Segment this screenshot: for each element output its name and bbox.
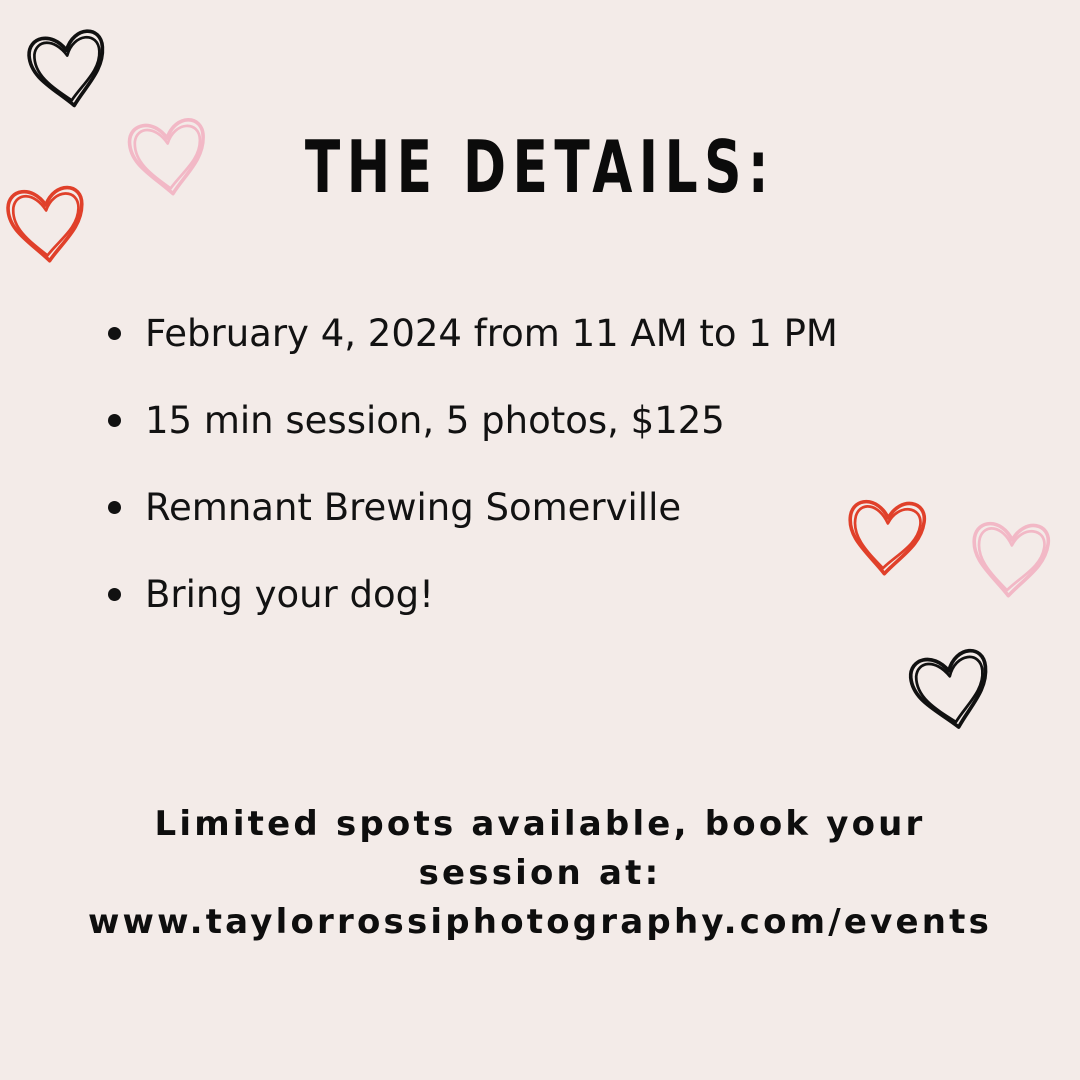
- details-list: [108, 290, 1008, 638]
- list-item: [108, 290, 1008, 377]
- cta-line: session at:: [418, 853, 662, 893]
- page-title: THE DETAILS:: [304, 125, 776, 209]
- bullet-icon: [108, 588, 121, 601]
- heart-icon: [899, 635, 1006, 744]
- heart-icon: [18, 16, 120, 120]
- list-item: [108, 377, 1008, 464]
- booking-url: www.taylorrossiphotography.com/events: [87, 902, 993, 942]
- booking-call-to-action: [0, 800, 1080, 947]
- bullet-icon: [108, 414, 121, 427]
- bullet-icon: [108, 501, 121, 514]
- bullet-icon: [108, 327, 121, 340]
- detail-session-price: 15 min session, 5 photos, $125: [145, 399, 725, 442]
- list-item: [108, 464, 1008, 551]
- detail-note: Bring your dog!: [145, 573, 434, 616]
- heart-icon: [0, 173, 95, 273]
- detail-date-time: February 4, 2024 from 11 AM to 1 PM: [145, 312, 838, 355]
- cta-line: Limited spots available, book your: [154, 804, 926, 844]
- detail-location: Remnant Brewing Somerville: [145, 486, 682, 529]
- list-item: [108, 551, 1008, 638]
